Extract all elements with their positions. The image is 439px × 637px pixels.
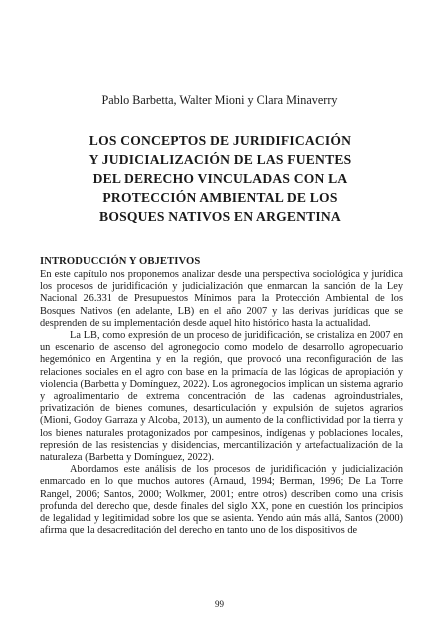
title-line: BOSQUES NATIVOS EN ARGENTINA: [99, 209, 341, 224]
title-line: PROTECCIÓN AMBIENTAL DE LOS: [102, 190, 338, 205]
title-line: Y JUDICIALIZACIÓN DE LAS FUENTES: [88, 152, 352, 167]
paragraph: En este capítulo nos proponemos analizar desde una perspectiva sociológica y jurídica los procesos de juridificación y judicialización que enmarcan la sanción de la Ley Nacional 26.331 de Presupuestos Mínimos para la Protección Ambiental de los Bosques Nativos (en adelante, LB) en el año 2007 y las derivas jurídicas que se desprenden de su implementación desde aquel hito histórico hasta la actualidad.: [40, 269, 403, 329]
paragraph: Abordamos este análisis de los procesos de juridificación y judicialización enmarcado en lo que muchos autores (Arnaud, 1994; Berman, 1996; De La Torre Rangel, 2006; Santos, 2000; Wolkmer, 2001; entre otros) describen como una crisis profunda del derecho que, desde finales del siglo XX, pone en cuestión los principios de legalidad y legitimidad sobre los que se asienta. Yendo aún más allá, Santos (2000) afirma que la desacreditación del derecho en tanto uno de los dispositivos de: [40, 464, 403, 537]
authors-line: Pablo Barbetta, Walter Mioni y Clara Minaverry: [101, 93, 338, 107]
chapter-title: [40, 131, 400, 226]
page-number: 99: [215, 599, 224, 609]
paragraph: La LB, como expresión de un proceso de juridificación, se cristaliza en 2007 en un escenario de ascenso del agronegocio como modelo de desarrollo agropecuario hegemónico en Argentina y en la región, que provocó una reconfiguración de las relaciones sociales en el agro con base en la primacía de las lógicas de apropiación y violencia (Barbetta y Domínguez, 2022). Los agronegocios implican un sistema agrario y agroalimentario de extrema concentración de las cadenas agroindustriales, privatización de bienes comunes, desarticulación y expulsión de sujetos agrarios (Mioni, Godoy Garraza y Alcoba, 2013), un aumento de la conflictividad por la tierra y los bienes naturales protagonizados por campesinos, indígenas y poblaciones locales, represión de las resistencias y disidencias, mercantilización y artefactualización de la naturaleza (Barbetta y Domínguez, 2022).: [40, 330, 403, 464]
title-line: LOS CONCEPTOS DE JURIDIFICACIÓN: [88, 133, 352, 148]
body-text: [40, 269, 403, 537]
section-heading: INTRODUCCIÓN Y OBJETIVOS: [40, 256, 201, 267]
title-line: DEL DERECHO VINCULADAS CON LA: [92, 171, 348, 186]
